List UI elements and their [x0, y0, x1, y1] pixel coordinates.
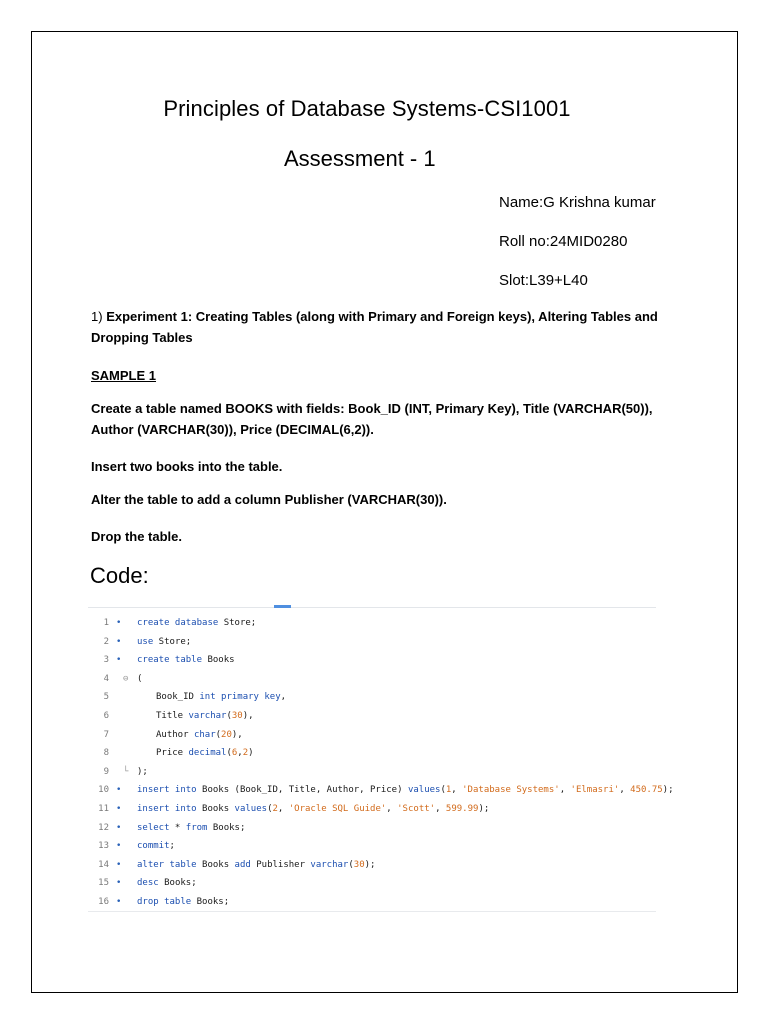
statement-marker-icon: • [116, 878, 122, 889]
code-line [88, 800, 656, 819]
sql-keyword: commit [137, 841, 170, 852]
sql-keyword: add [234, 859, 251, 870]
sql-token: , [386, 803, 398, 814]
line-number: 8 [103, 748, 109, 759]
sql-token: ( [267, 803, 273, 814]
statement-marker-icon: • [116, 803, 122, 814]
sql-keyword: decimal [188, 748, 227, 759]
sql-token: ); [364, 859, 376, 870]
line-number: 2 [103, 636, 109, 647]
task-drop-table: Drop the table. [91, 529, 183, 544]
sql-number: 599.99 [445, 803, 479, 814]
statement-marker-icon: • [116, 896, 122, 907]
sql-keyword: create database [137, 618, 219, 628]
sql-string: 'Database Systems' [462, 785, 560, 796]
sql-number: 30 [231, 710, 243, 721]
sql-token: Books [196, 859, 235, 870]
sql-string: 'Scott' [397, 803, 436, 814]
code-lines [88, 614, 674, 912]
sql-token: Publisher [250, 859, 311, 870]
sql-keyword: alter table [137, 859, 197, 870]
sql-number: 1 [445, 785, 452, 796]
code-line [88, 763, 656, 782]
code-line [88, 614, 656, 633]
sql-token: ; [169, 841, 175, 852]
sql-token: Books (Book_ID, Title, Author, Price) [196, 785, 408, 796]
sql-keyword: select [137, 822, 170, 833]
statement-marker-icon: • [116, 655, 122, 666]
line-number: 9 [103, 766, 109, 777]
code-line [88, 707, 656, 726]
sample-heading: SAMPLE 1 [91, 368, 157, 383]
code-line [88, 819, 656, 838]
code-line [88, 726, 656, 745]
line-number: 10 [98, 785, 109, 796]
line-number: 14 [98, 859, 109, 870]
code-text [137, 633, 191, 652]
line-number: 11 [98, 803, 109, 814]
sql-string: 'Elmasri' [570, 785, 620, 796]
sql-keyword: desc [137, 878, 159, 889]
code-line [88, 856, 656, 875]
code-editor-screenshot [88, 604, 674, 912]
line-number: 15 [98, 878, 109, 889]
sql-token: , [451, 785, 463, 796]
code-text [156, 744, 254, 763]
sql-token: ( [348, 859, 354, 870]
sql-token: ( [440, 785, 446, 796]
sql-token: ), [231, 729, 243, 740]
line-number: 12 [98, 822, 109, 833]
code-text [137, 837, 175, 856]
sql-number: 2 [242, 748, 249, 759]
sql-keyword: create table [137, 655, 203, 666]
task-alter-table: Alter the table to add a column Publisher (VARCHAR(30)). [91, 492, 447, 507]
code-text [137, 856, 375, 875]
code-text [137, 670, 142, 689]
sql-string: 'Oracle SQL Guide' [288, 803, 387, 814]
line-number: 4 [103, 673, 109, 684]
sql-token: Books [196, 803, 235, 814]
sql-token: , [237, 748, 243, 759]
code-line [88, 781, 674, 800]
document-subtitle: Assessment - 1 [284, 146, 436, 171]
student-roll: Roll no:24MID0280 [499, 233, 628, 250]
sql-keyword: insert into [137, 803, 197, 814]
line-number: 5 [103, 692, 109, 703]
code-line [88, 874, 656, 893]
sql-number: 20 [221, 729, 232, 740]
sql-number: 450.75 [630, 785, 663, 796]
sql-token: ( [226, 748, 232, 759]
sql-number: 6 [231, 748, 238, 759]
sql-token: ) [248, 748, 254, 759]
sql-token: Author [156, 729, 194, 740]
sql-token: Title [156, 710, 189, 721]
sql-token: , [280, 692, 287, 703]
line-number: 1 [103, 618, 109, 628]
sql-token: Book_ID [156, 692, 200, 703]
line-number: 6 [103, 710, 109, 721]
sql-keyword: insert into [137, 785, 197, 796]
student-name: Name:G Krishna kumar [499, 194, 656, 211]
sql-token: ); [137, 766, 148, 777]
sql-token: ( [137, 673, 143, 684]
statement-marker-icon: • [116, 859, 122, 870]
line-number: 16 [98, 896, 109, 907]
code-line [88, 633, 656, 652]
editor-bottom-border [88, 911, 656, 912]
sql-token: ( [215, 729, 222, 740]
code-text [137, 614, 256, 633]
sql-token: , [435, 803, 446, 814]
sql-token: ), [242, 710, 254, 721]
sql-number: 30 [353, 859, 365, 870]
editor-active-tab-indicator [274, 605, 291, 608]
code-line [88, 670, 656, 689]
sql-token: , [559, 785, 571, 796]
sql-keyword: use [137, 636, 154, 647]
sql-token: , [277, 803, 289, 814]
sql-token: , [619, 785, 631, 796]
sql-token: ( [226, 710, 232, 721]
sql-keyword: values [407, 785, 441, 796]
sql-keyword: drop table [137, 896, 192, 907]
sql-token: ); [662, 785, 674, 796]
sql-token: Books; [191, 896, 230, 907]
sql-token: Books; [207, 822, 246, 833]
student-slot: Slot:L39+L40 [499, 272, 588, 289]
code-text [137, 763, 148, 782]
sql-token: Store; [153, 636, 192, 647]
sql-keyword: varchar [188, 710, 227, 721]
sql-token: Store; [218, 618, 257, 628]
code-text [137, 781, 674, 800]
editor-top-border [88, 607, 656, 608]
fold-collapse-icon[interactable]: ⊖ [123, 673, 129, 684]
experiment-text: Experiment 1: Creating Tables (along with Primary and Foreign keys), Altering Tables and Dropping Tables [91, 309, 658, 345]
code-text [137, 651, 235, 670]
task-create-table: Create a table named BOOKS with fields: Book_ID (INT, Primary Key), Title (VARCHAR(50)), Author (VARCHAR(30)), Price (DECIMAL(6,2)). [91, 401, 653, 437]
sql-token: Price [156, 748, 189, 759]
sql-number: 2 [272, 803, 278, 814]
sql-token: Books; [158, 878, 197, 889]
code-line [88, 651, 656, 670]
sql-token: * [169, 822, 186, 833]
sql-keyword: varchar [310, 859, 349, 870]
code-text [137, 893, 229, 912]
sql-token: ); [478, 803, 490, 814]
experiment-number: 1) [91, 309, 103, 324]
code-line [88, 688, 656, 707]
sql-keyword: from [185, 822, 208, 833]
fold-end-icon: └ [123, 766, 129, 777]
code-text [137, 874, 197, 893]
code-text [156, 707, 254, 726]
code-line [88, 744, 656, 763]
sql-keyword: char [193, 729, 216, 740]
statement-marker-icon: • [116, 785, 122, 796]
statement-marker-icon: • [116, 636, 122, 647]
statement-marker-icon: • [116, 841, 122, 852]
line-number: 7 [103, 729, 109, 740]
line-number: 13 [98, 841, 109, 852]
sql-keyword: int primary key [199, 692, 281, 703]
statement-marker-icon: • [116, 618, 122, 628]
task-insert-books: Insert two books into the table. [91, 459, 283, 474]
code-heading: Code: [90, 563, 149, 588]
code-line [88, 893, 656, 912]
experiment-title [91, 306, 681, 348]
sql-keyword: values [234, 803, 268, 814]
line-number: 3 [103, 655, 109, 666]
code-text [156, 726, 243, 745]
code-line [88, 837, 656, 856]
code-text [137, 800, 489, 819]
document-title: Principles of Database Systems-CSI1001 [163, 96, 571, 121]
code-text [137, 819, 245, 838]
sql-token: Books [202, 655, 235, 666]
code-text [156, 688, 286, 707]
statement-marker-icon: • [116, 822, 122, 833]
